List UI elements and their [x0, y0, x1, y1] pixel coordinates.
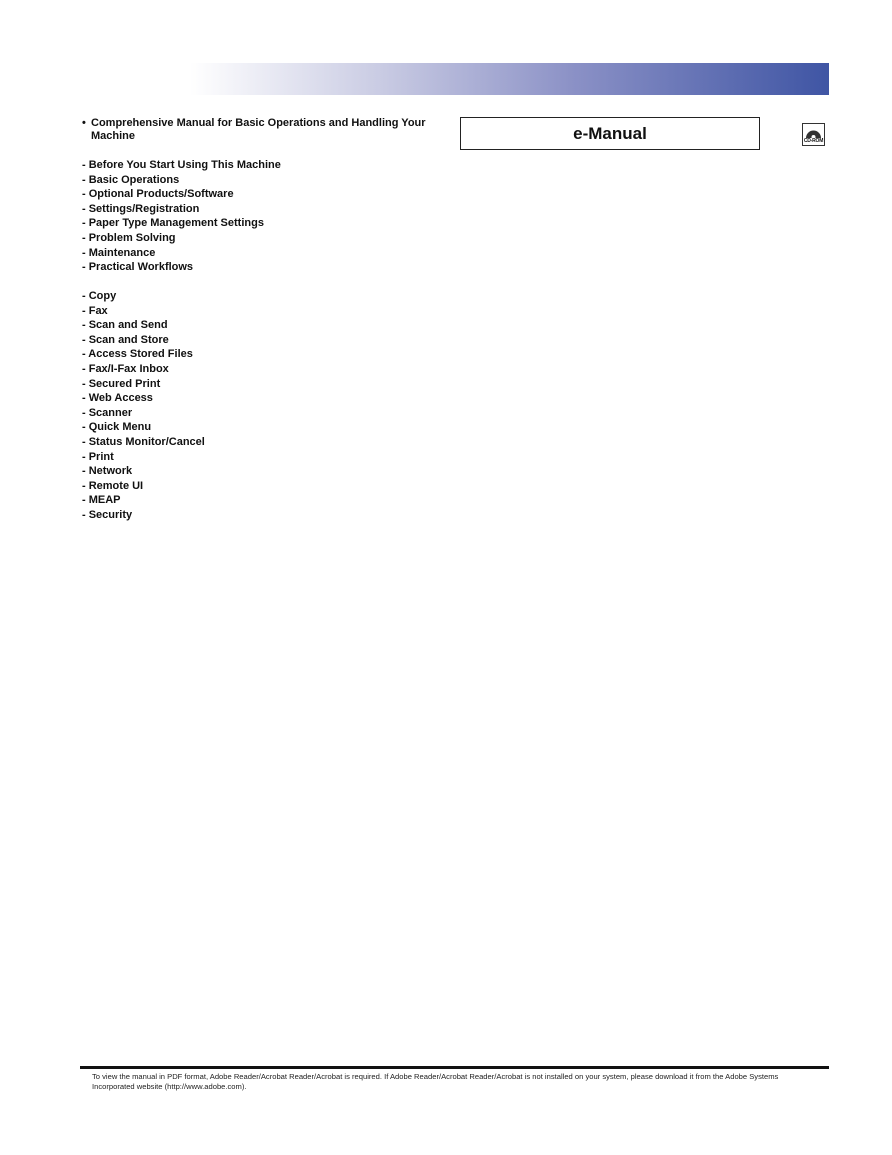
emanual-title-box	[460, 117, 760, 150]
list-item: - Optional Products/Software	[82, 188, 234, 201]
list-item: - Secured Print	[82, 377, 161, 390]
section-list-functions	[82, 289, 205, 523]
list-item: - Practical Workflows	[82, 261, 194, 274]
list-item: - Scan and Store	[82, 333, 169, 346]
list-item: - Scanner	[82, 406, 133, 419]
list-item: - Web Access	[82, 392, 153, 405]
list-item: - Quick Menu	[82, 421, 152, 434]
list-item: - Security	[82, 508, 133, 521]
list-item: - Paper Type Management Settings	[82, 217, 264, 230]
bullet-mark: •	[82, 117, 86, 129]
list-item: - Access Stored Files	[82, 348, 193, 361]
cd-rom-icon	[802, 123, 825, 146]
list-item: - Settings/Registration	[82, 202, 200, 215]
list-item: - MEAP	[82, 494, 121, 507]
list-item: - Scan and Send	[82, 319, 168, 332]
emanual-title: e-Manual	[573, 123, 647, 143]
section-list-general	[82, 158, 281, 275]
footer-divider	[80, 1066, 829, 1069]
list-item: - Network	[82, 465, 133, 478]
list-item: - Problem Solving	[82, 231, 176, 244]
list-item: - Fax/I-Fax Inbox	[82, 362, 169, 375]
list-item: - Remote UI	[82, 479, 144, 492]
list-item: - Status Monitor/Cancel	[82, 435, 205, 448]
footer-note: To view the manual in PDF format, Adobe Reader/Acrobat Reader/Acrobat is required. If Adobe Reader/Acrobat Reader/Acrobat is not installed on your system, please download it from the Adobe Systems Incorporated website (http://www.adobe.com).	[92, 1072, 779, 1091]
list-item: - Maintenance	[82, 246, 156, 259]
intro-text: Comprehensive Manual for Basic Operations and Handling Your Machine	[91, 117, 426, 142]
list-item: - Before You Start Using This Machine	[82, 159, 281, 171]
intro-bullet	[82, 117, 432, 143]
list-item: - Print	[82, 450, 114, 463]
list-item: - Basic Operations	[82, 173, 180, 186]
list-item: - Fax	[82, 304, 108, 317]
list-item: - Copy	[82, 290, 117, 302]
header-gradient-band	[190, 63, 829, 95]
cd-rom-label: CD-ROM	[803, 138, 824, 144]
